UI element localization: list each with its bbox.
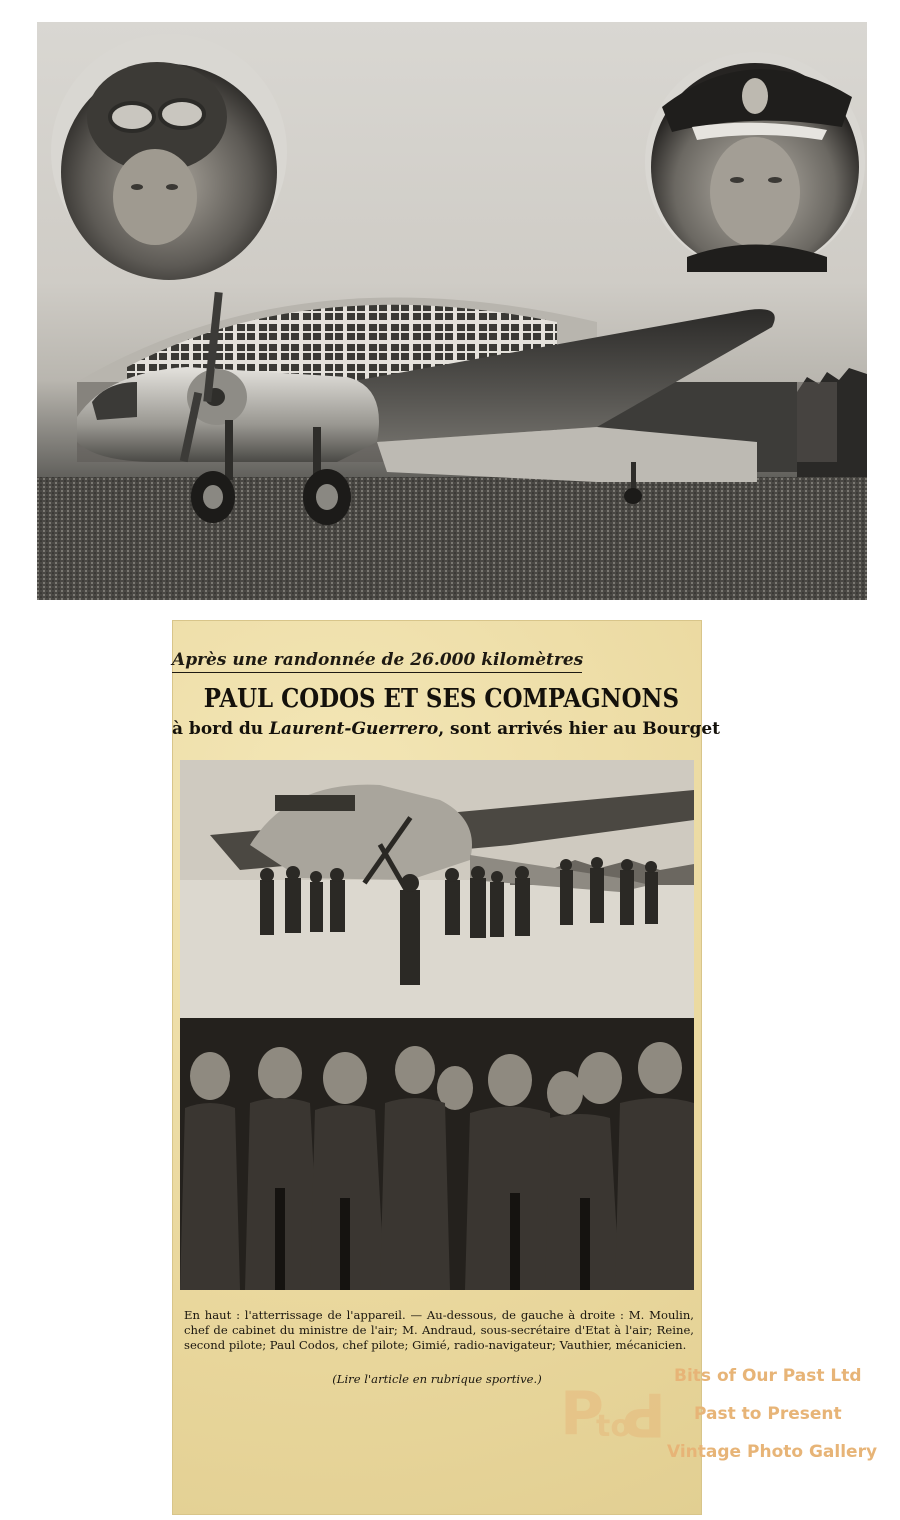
landing-scene [180,760,694,1018]
portrait-pilot-right [645,52,865,272]
ptop-logo-watermark [556,1362,676,1472]
caption-note: (Lire l'article en rubrique sportive.) [332,1372,542,1386]
headline: PAUL CODOS ET SES COMPAGNONS [203,684,679,714]
kicker-line: Après une randonnée de 26.000 kilomètres [172,650,582,673]
plane-name: Laurent-Guerrero [269,719,439,739]
crew-group-scene [180,1018,694,1290]
crew-group-photo [180,1018,694,1290]
watermark-line-3: Vintage Photo Gallery [667,1442,878,1462]
portrait-pilot-left [51,34,287,280]
svg-text:P: P [622,1379,666,1449]
svg-text:P: P [560,1379,604,1449]
svg-text:to: to [596,1409,631,1444]
photo-caption: En haut : l'atterrissage de l'appareil. — Au-dessous, de gauche à droite : M. Moulin, chef de cabinet du ministre de l'air; M. Andraud, sous-secrétaire d'Etat à l'air; Reine, second pilote; Paul Codos, chef pilote; Gimié, radio-navigateur; Vauthier, mécanicien. [184,1308,694,1352]
watermark-line-1: Bits of Our Past Ltd [674,1366,862,1386]
subhead-prefix: à bord du [172,719,270,739]
aircraft-hangar-photo [37,22,867,600]
subhead-suffix: , sont arrivés hier au Bourget [438,719,721,739]
top-photograph [37,22,867,600]
watermark-line-2: Past to Present [694,1404,842,1424]
subheadline [172,719,721,739]
landing-photo [180,760,694,1018]
